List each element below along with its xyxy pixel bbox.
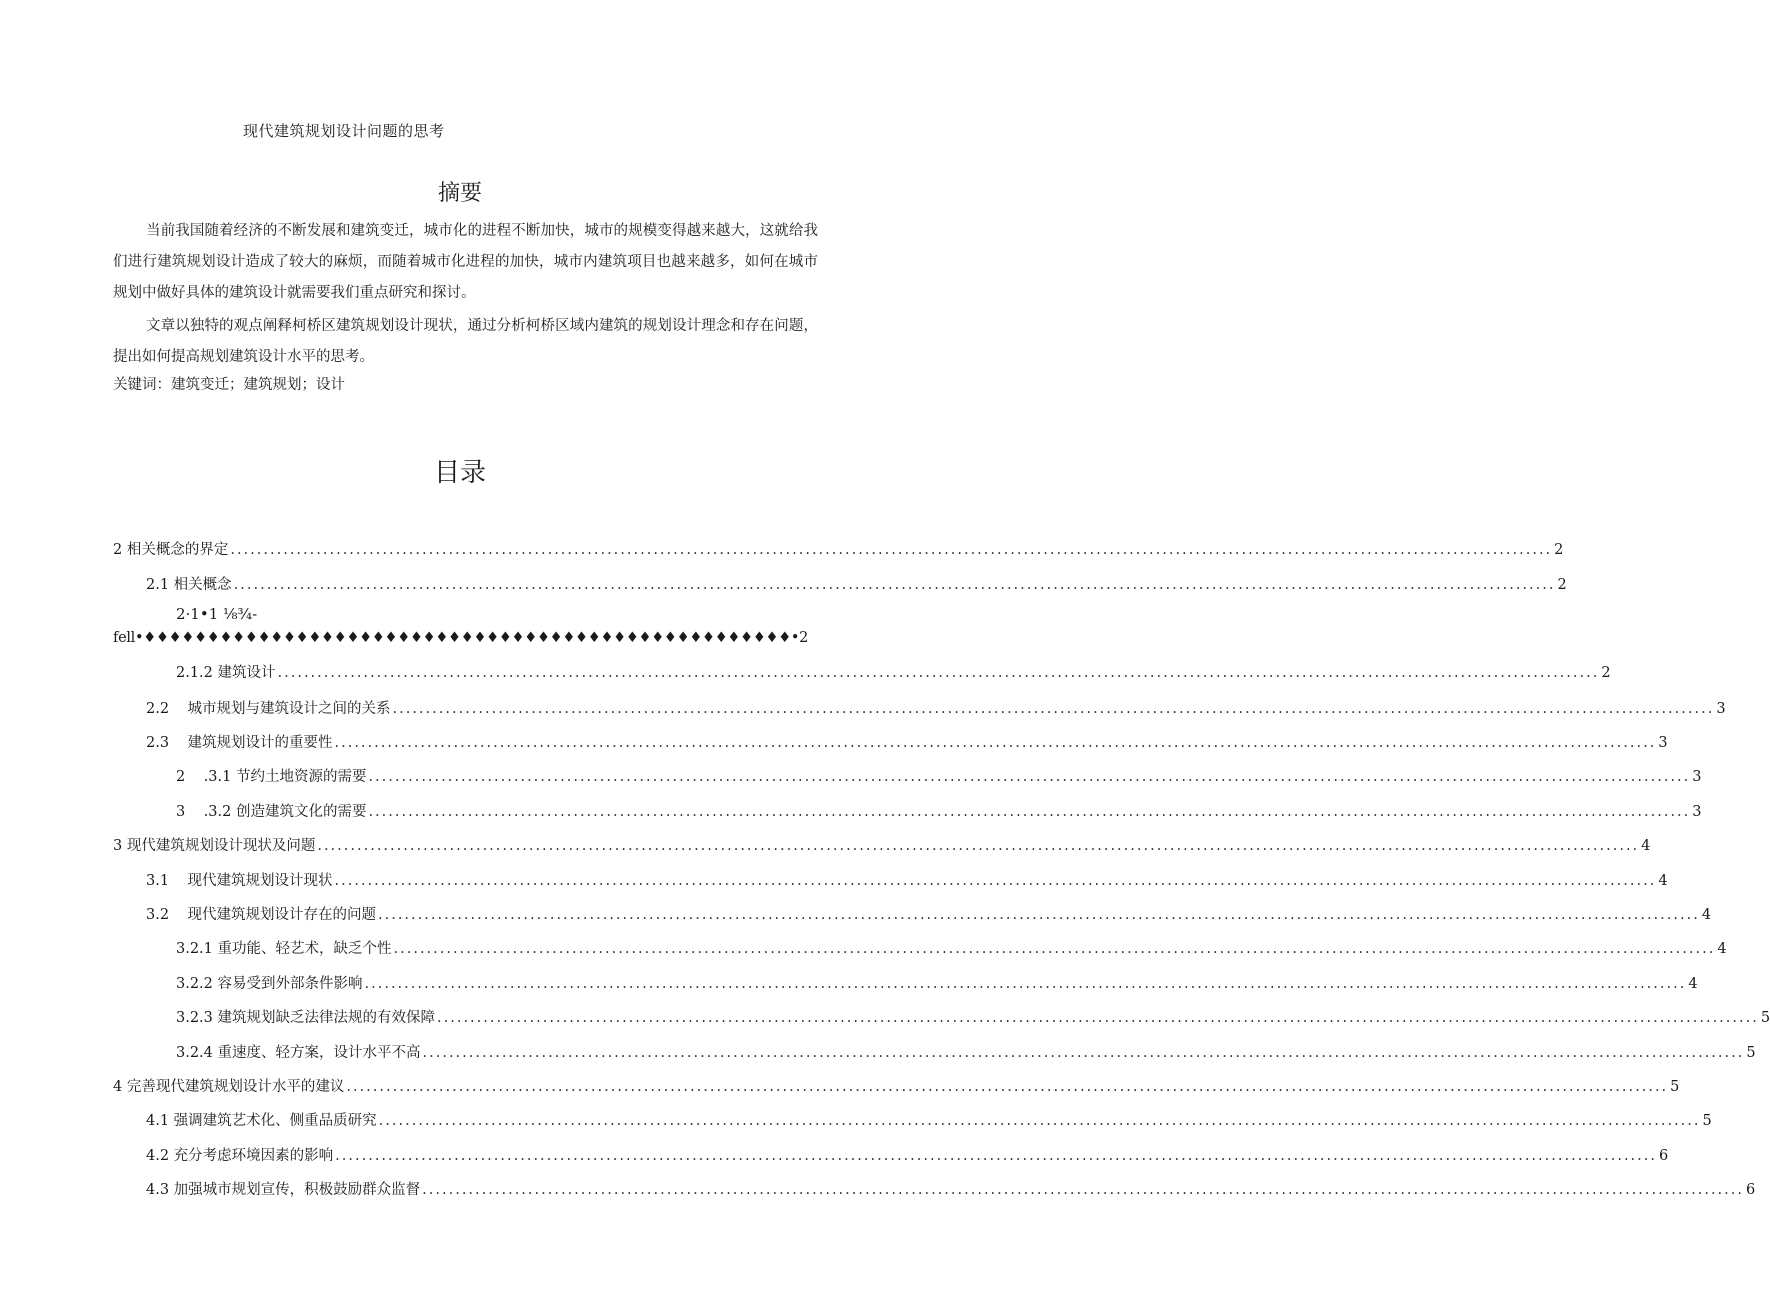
toc-leader: ........................................................................................................................................................................................................ [437, 1010, 1759, 1026]
toc-entry-label: 3 .3.2 创造建筑文化的需要 [176, 804, 367, 820]
toc-entry[interactable] [113, 834, 1651, 858]
toc-leader: ........................................................................................................................................................................................................ [317, 838, 1640, 854]
toc-leader: ........................................................................................................................................................................................................ [334, 873, 1657, 889]
toc-entry-label: 3.2.4 重速度、轻方案，设计水平不高 [176, 1045, 421, 1061]
toc-entry-page: 3 [1692, 769, 1702, 785]
toc-entry-page: 2 [1557, 577, 1567, 593]
abstract-heading: 摘要 [437, 181, 482, 206]
toc-entry-label: 4 完善现代建筑规划设计水平的建议 [113, 1079, 345, 1095]
toc-entry-label: 3 现代建筑规划设计现状及问题 [113, 838, 316, 854]
toc-entry-page: 4 [1717, 941, 1727, 957]
keywords: 关键词：建筑变迁；建筑规划；设计 [113, 377, 345, 393]
toc-entry[interactable] [146, 1178, 1756, 1202]
toc-entry-label: 4.3 加强城市规划宣传，积极鼓励群众监督 [146, 1182, 421, 1198]
toc-entry[interactable] [176, 972, 1698, 996]
toc-leader: ........................................................................................................................................................................................................ [346, 1079, 1669, 1095]
toc-leader: ........................................................................................................................................................................................................ [393, 941, 1716, 957]
toc-entry-page: 4 [1641, 838, 1651, 854]
toc-entry-page: 5 [1670, 1079, 1680, 1095]
toc-entry-label: 2.3 建筑规划设计的重要性 [146, 735, 333, 751]
toc-entry[interactable] [176, 765, 1702, 789]
toc-entry-label: 2 相关概念的界定 [113, 542, 229, 558]
toc-entry-label: 2.1.2 建筑设计 [176, 665, 276, 681]
toc-entry[interactable] [176, 800, 1702, 824]
toc-entry[interactable] [176, 937, 1727, 961]
toc-entry-page: 3 [1716, 701, 1726, 717]
toc-entry-page: 5 [1746, 1045, 1756, 1061]
toc-entry-label: 3.2 现代建筑规划设计存在的问题 [146, 907, 376, 923]
document-title: 现代建筑规划设计问题的思考 [243, 122, 445, 140]
toc-heading: 目录 [433, 458, 486, 488]
toc-entry[interactable] [146, 573, 1567, 597]
toc-entry-label: 3.2.1 重功能、轻艺术，缺乏个性 [176, 941, 392, 957]
toc-leader: ........................................................................................................................................................................................................ [233, 577, 1556, 593]
toc-entry-page: 4 [1658, 873, 1668, 889]
toc-entry-label: 4.1 强调建筑艺术化、侧重品质研究 [146, 1113, 377, 1129]
toc-entry-page: 3 [1658, 735, 1668, 751]
toc-leader: ........................................................................................................................................................................................................ [378, 907, 1700, 923]
toc-leader: ........................................................................................................................................................................................................ [422, 1045, 1745, 1061]
toc-leader: ........................................................................................................................................................................................................ [364, 976, 1687, 992]
toc-leader: ........................................................................................................................................................................................................ [368, 769, 1691, 785]
toc-entry[interactable] [176, 1041, 1756, 1065]
toc-entry[interactable] [146, 1109, 1712, 1133]
toc-garbled-text: 2·1•1 ⅛¾- [176, 605, 258, 623]
toc-entry-page: 4 [1701, 907, 1712, 923]
toc-entry-page: 5 [1702, 1113, 1712, 1129]
toc-entry-label: 3.1 现代建筑规划设计现状 [146, 873, 333, 889]
toc-leader: ........................................................................................................................................................................................................ [392, 701, 1715, 717]
toc-garbled-leader: fell•♦♦♦♦♦♦♦♦♦♦♦♦♦♦♦♦♦♦♦♦♦♦♦♦♦♦♦♦♦♦♦♦♦♦♦♦♦♦♦♦♦♦♦♦♦♦♦♦♦♦♦•2 [113, 630, 809, 646]
toc-entry[interactable] [113, 1075, 1680, 1099]
toc-entry[interactable] [146, 903, 1712, 927]
toc-entry-label: 4.2 充分考虑环境因素的影响 [146, 1148, 334, 1164]
toc-entry-label: 2 .3.1 节约土地资源的需要 [176, 769, 367, 785]
toc-entry-page: 6 [1659, 1148, 1669, 1164]
toc-entry-page: 2 [1601, 665, 1611, 681]
toc-entry[interactable] [176, 1006, 1770, 1030]
toc-entry-page: 4 [1688, 976, 1698, 992]
toc-leader: ........................................................................................................................................................................................................ [277, 665, 1600, 681]
toc-entry-page: 3 [1692, 804, 1702, 820]
toc-entry-label: 3.2.3 建筑规划缺乏法律法规的有效保障 [176, 1010, 436, 1026]
toc-entry-page: 6 [1746, 1182, 1756, 1198]
toc-entry[interactable] [146, 697, 1726, 721]
toc-entry-label: 2.2 城市规划与建筑设计之间的关系 [146, 701, 391, 717]
toc-entry[interactable] [113, 538, 1564, 562]
toc-entry[interactable] [146, 869, 1668, 893]
toc-leader: ........................................................................................................................................................................................................ [335, 1148, 1657, 1164]
toc-entry[interactable] [176, 661, 1611, 685]
toc-leader: ........................................................................................................................................................................................................ [422, 1182, 1744, 1198]
toc-entry[interactable] [146, 1144, 1669, 1168]
abstract-paragraph-2: 文章以独特的观点阐释柯桥区建筑规划设计现状，通过分析柯桥区域内建筑的规划设计理念和存在问题，提出如何提高规划建筑设计水平的思考。 [113, 318, 818, 365]
toc-leader: ........................................................................................................................................................................................................ [368, 804, 1691, 820]
toc-entry-page: 5 [1760, 1010, 1770, 1026]
toc-entry[interactable] [146, 731, 1668, 755]
toc-leader: ........................................................................................................................................................................................................ [334, 735, 1657, 751]
toc-entry-label: 2.1 相关概念 [146, 577, 232, 593]
toc-entry-page: 2 [1554, 542, 1564, 558]
toc-leader: ........................................................................................................................................................................................................ [230, 542, 1553, 558]
abstract-paragraph-1: 当前我国随着经济的不断发展和建筑变迁，城市化的进程不断加快，城市的规模变得越来越大，这就给我们进行建筑规划设计造成了较大的麻烦，而随着城市化进程的加快，城市内建筑项目也越来越多，如何在城市规划中做好具体的建筑设计就需要我们重点研究和探讨。 [113, 223, 818, 301]
toc-entry-label: 3.2.2 容易受到外部条件影响 [176, 976, 363, 992]
toc-leader: ........................................................................................................................................................................................................ [378, 1113, 1701, 1129]
